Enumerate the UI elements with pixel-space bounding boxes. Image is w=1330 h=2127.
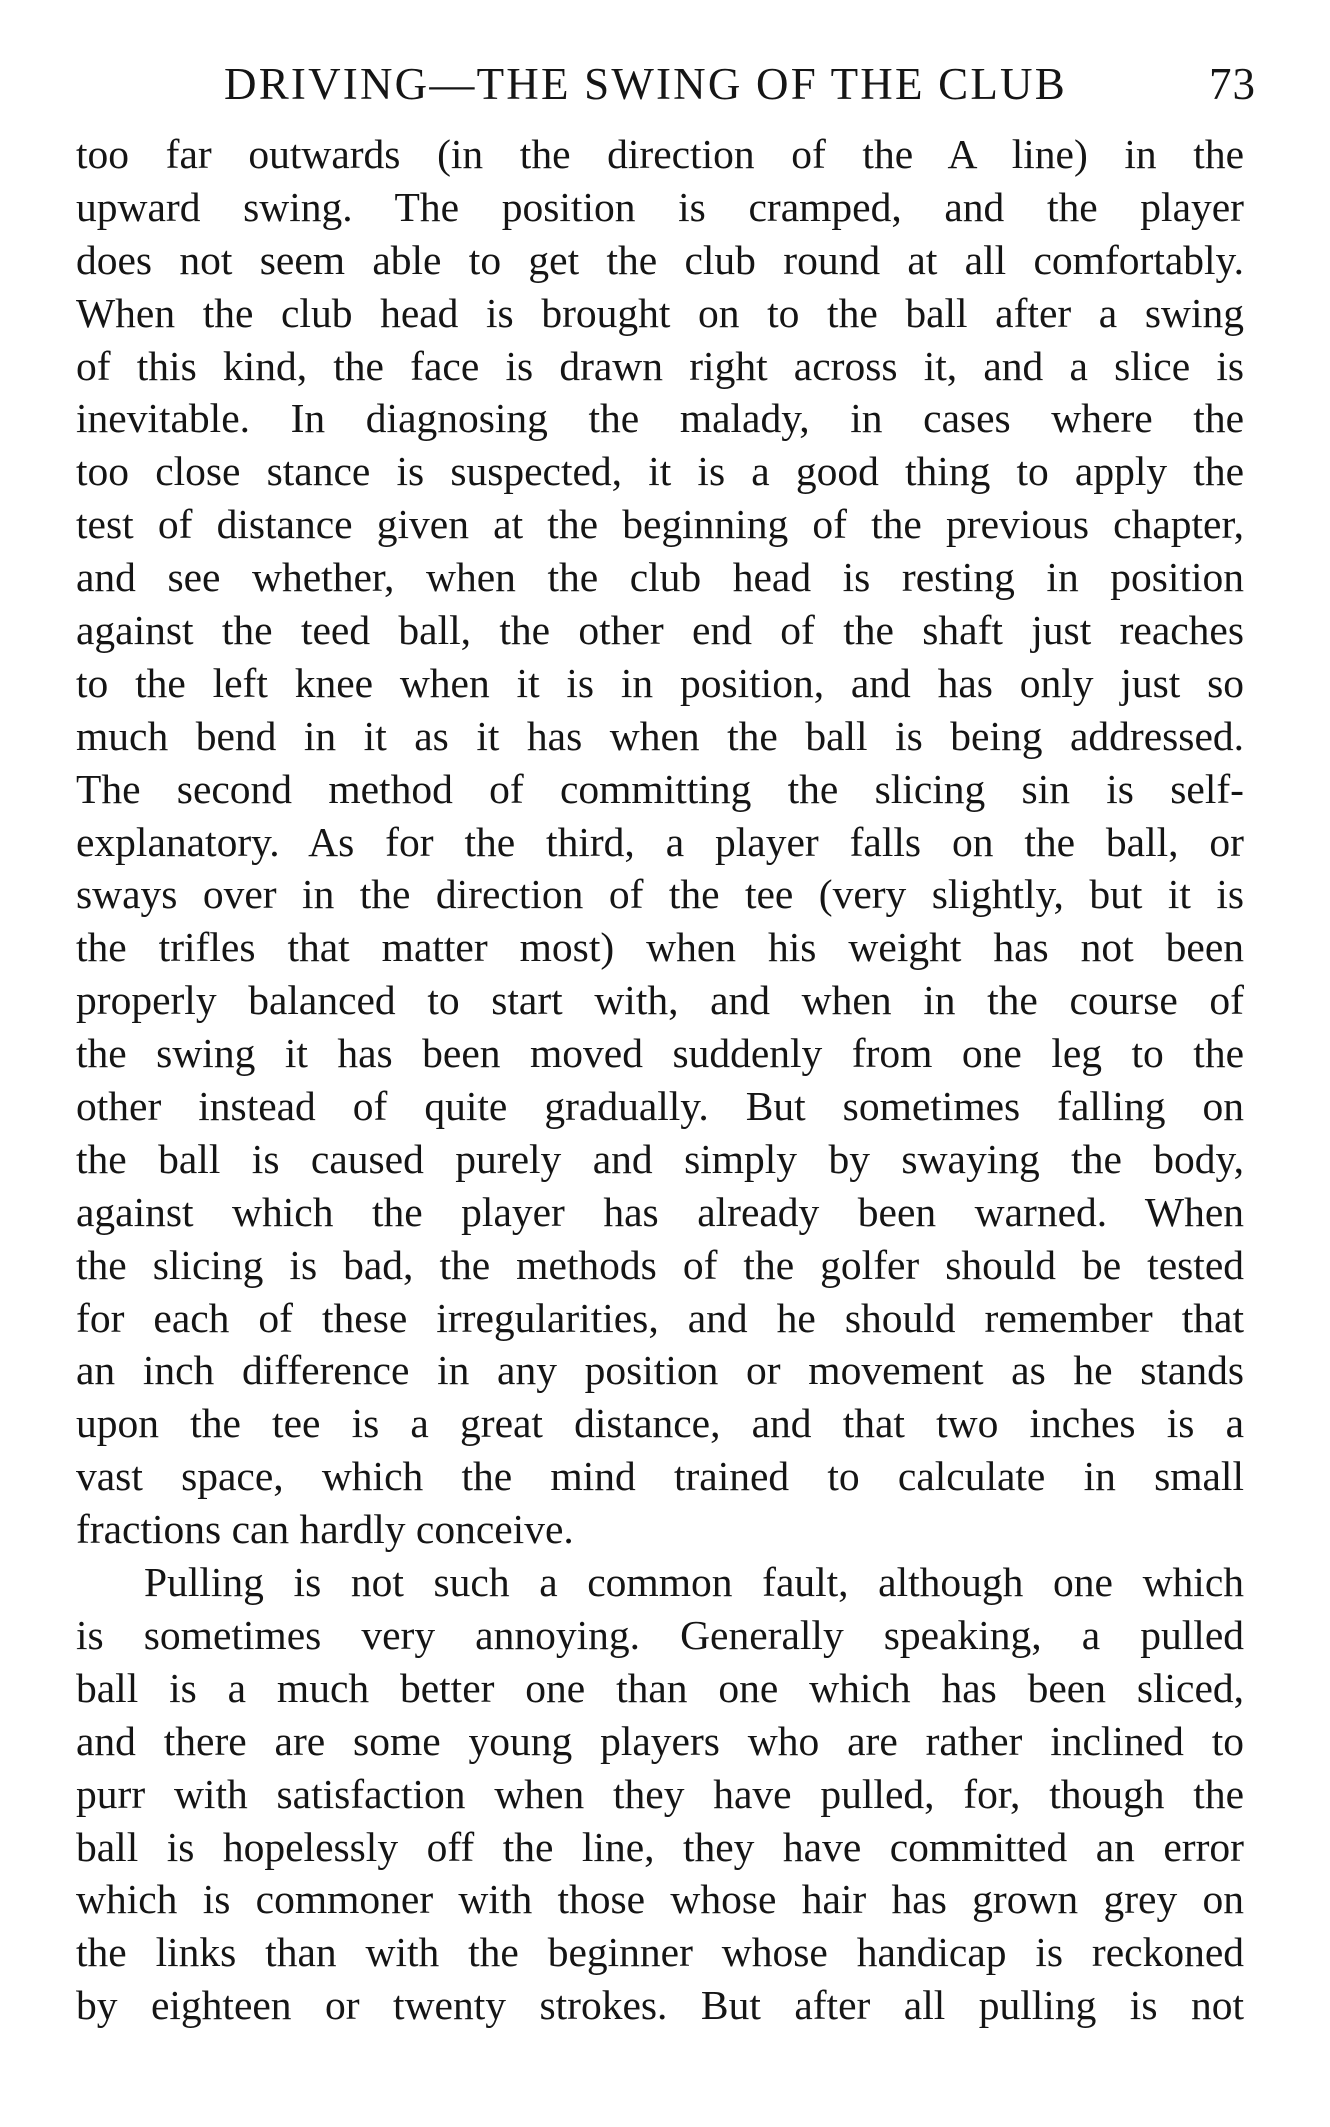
text-line: by eighteen or twenty strokes. But after all pulling is not [76,1982,1244,2029]
text-line: against which the player has already been warned. When [76,1188,1244,1235]
text-line: the ball is caused purely and simply by swaying the body, [76,1135,1244,1182]
text-line: for each of these irregularities, and he should remember that [76,1294,1244,1341]
text-line: the links than with the beginner whose handicap is reckoned [76,1929,1244,1976]
text-line: the swing it has been moved suddenly from one leg to the [76,1030,1244,1077]
text-line: and see whether, when the club head is resting in position [76,554,1244,601]
text-line: properly balanced to start with, and when in the course of [76,977,1244,1024]
text-line: The second method of committing the slicing sin is self- [76,765,1244,812]
text-line: test of distance given at the beginning of the previous chapter, [76,501,1244,548]
text-line: an inch difference in any position or movement as he stands [76,1347,1244,1394]
text-line: purr with satisfaction when they have pulled, for, though the [76,1770,1244,1817]
paragraph-start-line: Pulling is not such a common fault, although one which [144,1559,1244,1606]
text-line: to the left knee when it is in position, and has only just so [76,659,1244,706]
body-text [76,128,1244,2032]
text-line: of this kind, the face is drawn right across it, and a slice is [76,342,1244,389]
paragraph-end-line: fractions can hardly conceive. [76,1506,574,1553]
text-line: upward swing. The position is cramped, and the player [76,183,1244,230]
text-line: inevitable. In diagnosing the malady, in cases where the [76,395,1244,442]
running-title: DRIVING—THE SWING OF THE CLUB [224,59,1067,109]
text-line: is sometimes very annoying. Generally speaking, a pulled [76,1611,1244,1658]
text-line: upon the tee is a great distance, and that two inches is a [76,1400,1244,1447]
text-line: and there are some young players who are rather inclined to [76,1717,1244,1764]
text-line: too far outwards (in the direction of the A line) in the [76,131,1244,177]
text-line: the trifles that matter most) when his weight has not been [76,924,1244,971]
text-line: too close stance is suspected, it is a good thing to apply the [76,448,1244,495]
text-line: the slicing is bad, the methods of the golfer should be tested [76,1241,1244,1288]
text-line: vast space, which the mind trained to calculate in small [76,1453,1244,1500]
text-line: ball is a much better one than one which has been sliced, [76,1664,1244,1711]
text-line: does not seem able to get the club round at all comfortably. [76,236,1244,283]
running-head [76,58,1256,118]
text-line: much bend in it as it has when the ball is being addressed. [76,712,1244,759]
text-line: which is commoner with those whose hair has grown grey on [76,1876,1244,1923]
text-line: explanatory. As for the third, a player falls on the ball, or [76,818,1244,865]
text-line: ball is hopelessly off the line, they have committed an error [76,1823,1244,1870]
text-line: sways over in the direction of the tee (very slightly, but it is [76,871,1244,918]
page-number: 73 [1209,59,1256,109]
text-line: When the club head is brought on to the ball after a swing [76,289,1244,336]
text-line: against the teed ball, the other end of the shaft just reaches [76,607,1244,654]
text-line: other instead of quite gradually. But sometimes falling on [76,1083,1244,1130]
